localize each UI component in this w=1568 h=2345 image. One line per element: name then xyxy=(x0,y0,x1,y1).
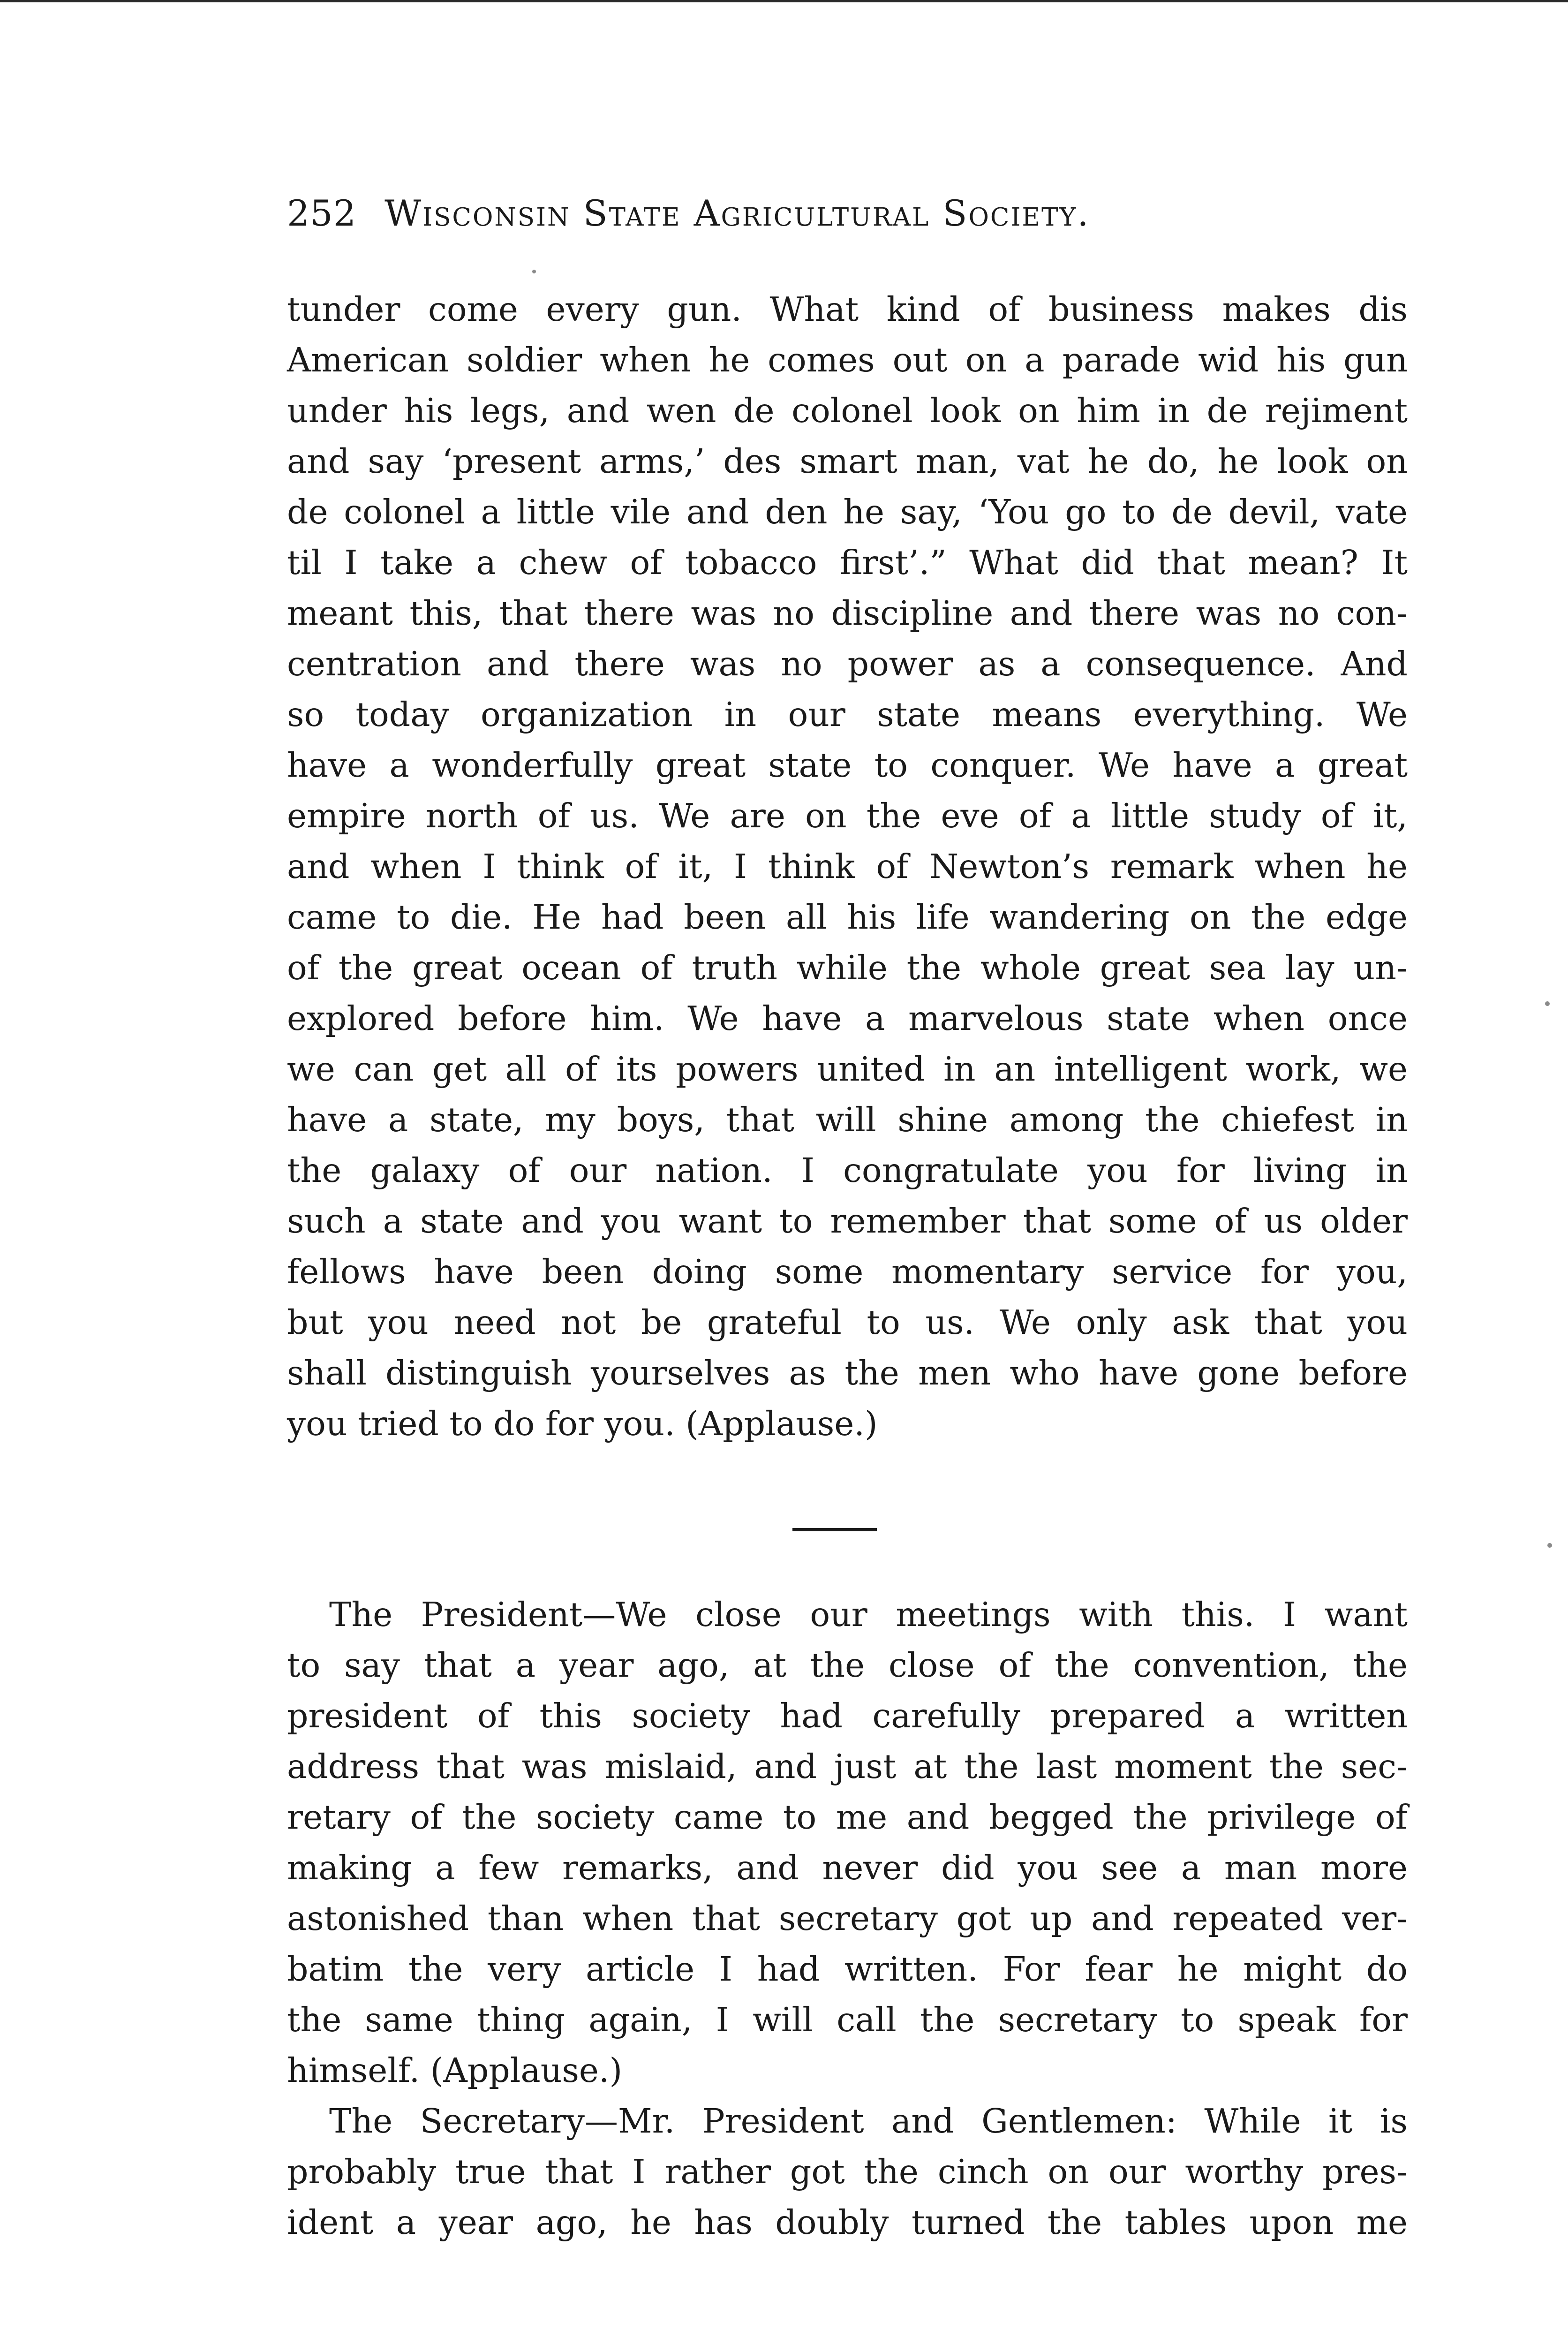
text-line: we can get all of its powers united in an intelligent work, we xyxy=(287,1050,1408,1089)
text-line: ident a year ago, he has doubly turned the tables upon me xyxy=(287,2203,1408,2242)
text-line: retary of the society came to me and begged the privilege of xyxy=(287,1798,1408,1837)
running-title: Wisconsin State Agricultural Society. xyxy=(384,192,1090,234)
text-line: probably true that I rather got the cinch on our worthy pres- xyxy=(287,2152,1408,2191)
text-line: American soldier when he comes out on a parade wid his gun xyxy=(287,340,1408,379)
section-divider xyxy=(792,1528,877,1531)
text-line: til I take a chew of tobacco first’.” What did that mean? It xyxy=(287,543,1408,582)
text-line: shall distinguish yourselves as the men who have gone before xyxy=(287,1354,1408,1392)
text-line: centration and there was no power as a consequence. And xyxy=(287,644,1408,683)
text-line: tunder come every gun. What kind of business makes dis xyxy=(287,290,1408,329)
text-line: under his legs, and wen de colonel look on him in de rejiment xyxy=(287,391,1408,430)
text-line: the galaxy of our nation. I congratulate you for living in xyxy=(287,1151,1408,1190)
text-line: came to die. He had been all his life wandering on the edge xyxy=(287,898,1408,937)
text-line: meant this, that there was no discipline and there was no con- xyxy=(287,594,1408,633)
text-line: so today organization in our state means everything. We xyxy=(287,695,1408,734)
text-line: fellows have been doing some momentary service for you, xyxy=(287,1252,1408,1291)
text-line: have a state, my boys, that will shine among the chiefest in xyxy=(287,1100,1408,1139)
text-line: and when I think of it, I think of Newton’s remark when he xyxy=(287,847,1408,886)
text-line: empire north of us. We are on the eve of a little study of it, xyxy=(287,796,1408,835)
text-line: The Secretary—Mr. President and Gentlemen: While it is xyxy=(329,2102,1408,2141)
text-line: to say that a year ago, at the close of the convention, the xyxy=(287,1646,1408,1685)
text-line: but you need not be grateful to us. We only ask that you xyxy=(287,1303,1408,1342)
text-line: of the great ocean of truth while the whole great sea lay un- xyxy=(287,948,1408,987)
text-line: the same thing again, I will call the secretary to speak for xyxy=(287,2000,1408,2039)
text-line: batim the very article I had written. For fear he might do xyxy=(287,1950,1408,1989)
scan-speck xyxy=(1545,1001,1550,1006)
paragraph-2 xyxy=(287,1589,1408,2248)
text-line: astonished than when that secretary got up and repeated ver- xyxy=(287,1899,1408,1938)
paragraph-1 xyxy=(287,284,1408,1449)
page-header xyxy=(287,185,1295,242)
text-line: such a state and you want to remember that some of us older xyxy=(287,1202,1408,1241)
scan-speck xyxy=(532,270,536,273)
text-line: making a few remarks, and never did you see a man more xyxy=(287,1848,1408,1887)
text-line: president of this society had carefully prepared a written xyxy=(287,1696,1408,1735)
text-line: de colonel a little vile and den he say, ‘You go to de devil, vate xyxy=(287,492,1408,531)
text-line: you tried to do for you. (Applause.) xyxy=(287,1404,878,1443)
text-line: himself. (Applause.) xyxy=(287,2051,623,2090)
text-line: address that was mislaid, and just at the last moment the sec- xyxy=(287,1747,1408,1786)
text-line: The President—We close our meetings with this. I want xyxy=(329,1595,1408,1634)
page-number: 252 xyxy=(287,192,357,234)
scan-edge-line xyxy=(0,0,1568,2)
text-line: explored before him. We have a marvelous state when once xyxy=(287,999,1408,1038)
scan-speck xyxy=(1547,1543,1552,1548)
text-line: and say ‘present arms,’ des smart man, vat he do, he look on xyxy=(287,442,1408,481)
text-line: have a wonderfully great state to conquer. We have a great xyxy=(287,746,1408,785)
